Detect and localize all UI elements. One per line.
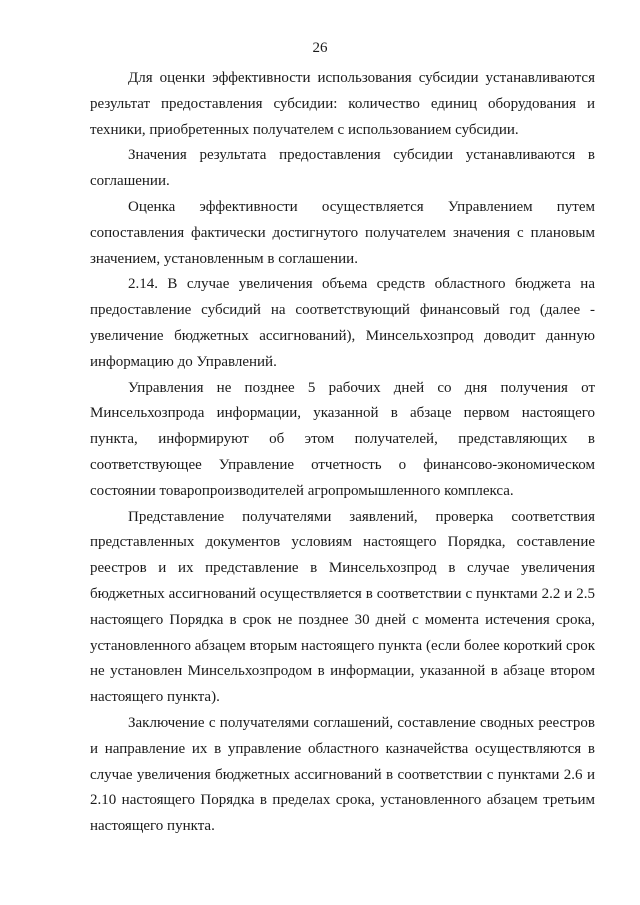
paragraph-subsidy-efficiency-assessment: Для оценки эффективности использования субсидии устанавливаются результат предоставления субсидии: количество единиц оборудования и техники, приобретенных получателем с использованием субсидии. bbox=[90, 70, 595, 138]
paragraph-result-values: Значения результата предоставления субсидии устанавливаются в соглашении. bbox=[90, 147, 595, 190]
paragraph-efficiency-evaluation: Оценка эффективности осуществляется Управлением путем сопоставления фактически достигнутого получателем значения с плановым значением, установленным в соглашении. bbox=[90, 198, 595, 267]
paragraph-agreements-conclusion: Заключение с получателями соглашений, составление сводных реестров и направление их в управление областного казначейства осуществляются в случае увеличения бюджетных ассигнований в соответствии с пунктами 2.6 и 2.10 настоящего Порядка в пределах срока, установленного абзацем третьим настоящего пункта. bbox=[90, 714, 595, 835]
paragraph-directorates-inform: Управления не позднее 5 рабочих дней со дня получения от Минсельхозпрода информации, указанной в абзаце первом настоящего пункта, информируют об этом получателей, представляющих в соответствующее Управление отчетность о финансово-экономическом состоянии товаропроизводителей агропромышленного комплекса. bbox=[90, 379, 595, 499]
page-number: 26 bbox=[312, 40, 328, 56]
document-body bbox=[90, 66, 595, 840]
paragraph-clause-2-14: 2.14. В случае увеличения объема средств областного бюджета на предоставление субсидий на соответствующий финансовый год (далее - увеличение бюджетных ассигнований), Минсельхозпрод доводит данную информацию до Управлений. bbox=[90, 276, 595, 370]
paragraph-applications-submission: Представление получателями заявлений, проверка соответствия представленных документов условиям настоящего Порядка, составление реестров и их представление в Минсельхозпрод в случае увеличения бюджетных ассигнований осуществляется в соответствии с пунктами 2.2 и 2.5 настоящего Порядка в срок не позднее 30 дней с момента истечения срока, установленного абзацем вторым настоящего пункта (если более короткий срок не установлен Минсельхозпродом в информации, указанной в абзаце втором настоящего пункта). bbox=[90, 508, 595, 706]
